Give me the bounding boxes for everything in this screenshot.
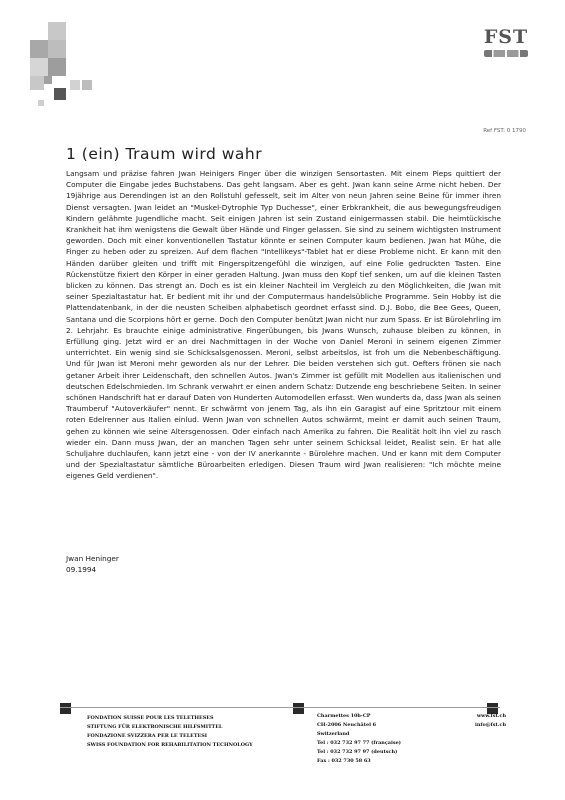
article-date: 09.1994 xyxy=(66,565,97,575)
address-city: CH-2006 Neuchâtel 6 xyxy=(317,721,377,728)
footer-square-left xyxy=(60,703,71,714)
logo-text: FST xyxy=(483,26,529,48)
org-name-fr: FONDATION SUISSE POUR LES TELETHESES xyxy=(87,715,214,721)
phone-french: Tel : 032 732 97 77 (française) xyxy=(317,739,401,746)
logo-graphic xyxy=(484,50,528,57)
website-link[interactable]: www.fst.ch xyxy=(476,713,507,719)
fax-number: Fax : 032 730 58 63 xyxy=(317,757,371,764)
footer-square-middle xyxy=(293,703,304,714)
phone-german: Tel : 032 732 97 97 (deutsch) xyxy=(317,748,398,755)
fst-logo xyxy=(470,26,542,66)
org-name-it: FONDAZIONE SVIZZERA PER LE TELETESI xyxy=(87,732,208,739)
email-link[interactable]: info@fst.ch xyxy=(475,721,507,728)
footer-address xyxy=(317,712,401,765)
footer-divider xyxy=(60,707,500,708)
article-title: 1 (ein) Traum wird wahr xyxy=(66,145,263,163)
org-name-de: STIFTUNG FÜR ELEKTRONISCHE HILFSMITTEL xyxy=(87,723,223,730)
org-name-en: SWISS FOUNDATION FOR REHABILITATION TECHNOLOGY xyxy=(87,741,253,748)
article-body: Langsam und präzise fahren Jwan Heinigers Finger über die winzigen Sensortasten. Mit einem Pieps quittiert der Computer die Eingabe jedes Buchstabens. Das geht langsam. Aber es geht. Jwan kann seine Arme nicht heben. Der 19jährige aus Derendingen ist an den Rollstuhl gefesselt, seit im Alter von neun Jahren seine Beine für immer ihren Dienst versagten. Jwan leidet an "Muskel-Dytrophie Typ Duchesse", einer Erbkrankheit, die aus bewegungsfreudigen Kindern gelähmte Jugendliche macht. Seit einigen Jahren ist sein Zustand einigermassen stabil. Die heimtückische Krankheit hat ihm wenigstens die Gewalt über Hände und Finger gelassen. Sie sind zu seinem wichtigsten Instrument geworden. Doch mit einer konventionellen Tastatur könnte er seinen Computer kaum bedienen. Jwan hat Mühe, die Finger zu heben oder zu spreizen. Auf dem flachen "Intellikeys"-Tablet hat er diese Probleme nicht. Er kann mit den Händen darüber gleiten und trifft mit Fingerspitzengefühl die winzigen, auf eine Folie gedruckten Tasten. Eine Rückenstütze fixiert den Körper in einer geraden Haltung. Jwan muss den Kopf tief senken, um auf die kleinen Tasten blicken zu können. Das strengt an. Doch es ist ein kleiner Nachteil im Vergleich zu den Möglichkeiten, die Jwan mit seiner Spezialtastatur hat. Er bedient mit ihr und der Computermaus handelsübliche Programme. Sein Hobby ist die Plattendatenbank, in der die neusten Scheiben alphabetisch geordnet erfasst sind. D.J. Bobo, die Bee Gees, Queen, Santana und die Scorpions hört er gerne. Doch den Computer benützt Jwan nicht nur zum Spass. Er ist Bürolehrling im 2. Lehrjahr. Es brauchte einige administrative Fingerübungen, bis Jwans Wunsch, zuhause bleiben zu können, in Erfüllung ging. Jetzt wird er an drei Nachmittagen in der Woche von Daniel Meroni in seinem eigenen Zimmer unterrichtet. Ein wenig sind sie Schicksalsgenossen. Meroni, selbst arbeitslos, ist froh um die Nebenbeschäftigung. Und für Jwan ist Meroni mehr geworden als nur der Lehrer. Die beiden verstehen sich gut. Oefters frönen sie nach getaner Arbeit ihrer Leidenschaft, den schnellen Autos. Jwan's Zimmer ist gefüllt mit Modellen aus italienischen und deutschen Edelschmieden. Im Schrank verwahrt er einen andern Schatz: Dutzende eng beschriebene Seiten. In seiner schönen Handschrift hat er darauf Daten von Hunderten Automodellen erfasst. Wen wunderts da, dass Jwan als seinen Traumberuf "Autoverkäufer" nennt. Er schwärmt von jenem Tag, als ihn ein Garagist auf eine Spritztour mit einem roten Edelrenner aus Italien einlud. Wenn Jwan von schnellen Autos schwärmt, meint er damit auch seinen Traum, gehen zu können wie seine Altersgenossen. Oder einfach nach Amerika zu fahren. Die Realität holt ihn viel zu rasch wieder ein. Dann muss Jwan, der an manchen Tagen sehr unter seinem Schicksal leidet, Realist sein. Er hat alle Schuljahre duchlaufen, kann jetzt eine - von der IV anerkannte - Bürolehre machen. Und er kann mit dem Computer und der Spezialtastatur sämtliche Büroarbeiten erledigen. Diesen Traum wird Jwan realisieren: "Ich möchte meine eigenes Geld verdienen". xyxy=(66,169,501,481)
address-street: Charmettes 10b-CP xyxy=(317,713,371,719)
signature-block xyxy=(66,553,119,575)
footer-organization xyxy=(87,714,253,750)
author-name: Jwan Heninger xyxy=(66,554,119,563)
reference-number: Ref FST: 0 1790 xyxy=(483,128,526,134)
footer-contact xyxy=(475,712,506,730)
address-country: Switzerland xyxy=(317,730,350,737)
